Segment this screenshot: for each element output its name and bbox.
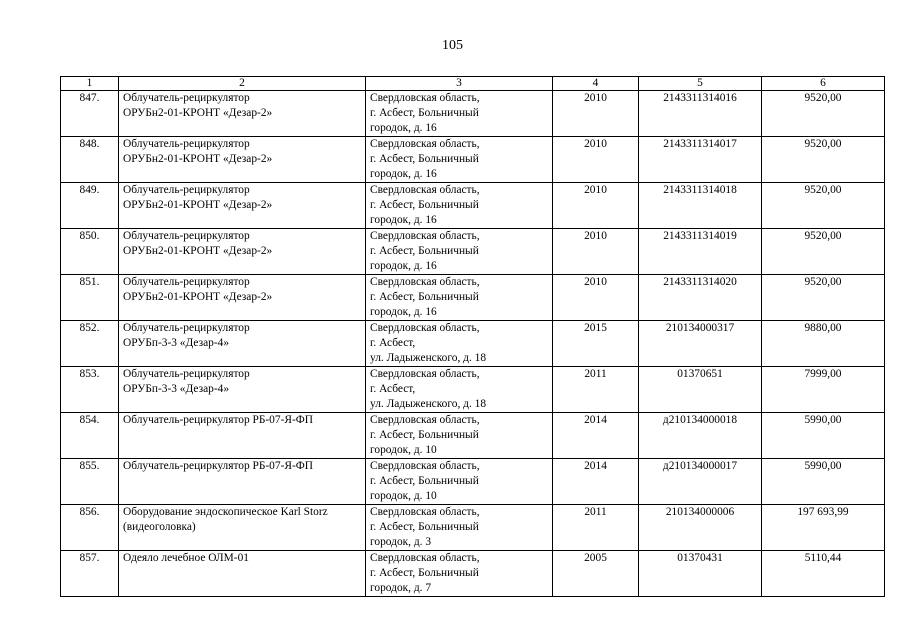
column-number: 1	[61, 77, 119, 91]
item-address: Свердловская область, г. Асбест, Больничный городок, д. 16	[366, 183, 553, 229]
table-row	[61, 275, 885, 321]
row-number: 855.	[61, 459, 119, 505]
item-year: 2010	[553, 183, 639, 229]
item-value: 9520,00	[762, 275, 885, 321]
row-number: 854.	[61, 413, 119, 459]
item-address: Свердловская область, г. Асбест, Больничный городок, д. 10	[366, 459, 553, 505]
column-number: 6	[762, 77, 885, 91]
item-year: 2010	[553, 275, 639, 321]
inventory-number: 210134000317	[639, 321, 762, 367]
item-name: Облучатель-рециркулятор ОРУБп-3-3 «Дезар-4»	[119, 321, 366, 367]
item-name: Облучатель-рециркулятор ОРУБп-3-3 «Дезар-4»	[119, 367, 366, 413]
item-name: Облучатель-рециркулятор ОРУБн2-01-КРОНТ «Дезар-2»	[119, 137, 366, 183]
item-address: Свердловская область, г. Асбест, Больничный городок, д. 16	[366, 229, 553, 275]
inventory-number: 01370431	[639, 551, 762, 597]
item-value: 197 693,99	[762, 505, 885, 551]
column-number-row	[61, 77, 885, 91]
item-name: Облучатель-рециркулятор ОРУБн2-01-КРОНТ «Дезар-2»	[119, 183, 366, 229]
table-row	[61, 367, 885, 413]
item-value: 9520,00	[762, 183, 885, 229]
table-row	[61, 137, 885, 183]
item-address: Свердловская область, г. Асбест, ул. Ладыженского, д. 18	[366, 367, 553, 413]
item-name: Облучатель-рециркулятор РБ-07-Я-ФП	[119, 413, 366, 459]
item-address: Свердловская область, г. Асбест, Больничный городок, д. 7	[366, 551, 553, 597]
item-address: Свердловская область, г. Асбест, Больничный городок, д. 16	[366, 91, 553, 137]
item-value: 9520,00	[762, 229, 885, 275]
row-number: 857.	[61, 551, 119, 597]
item-name: Облучатель-рециркулятор ОРУБн2-01-КРОНТ «Дезар-2»	[119, 275, 366, 321]
table-row	[61, 505, 885, 551]
table-row	[61, 229, 885, 275]
item-year: 2011	[553, 505, 639, 551]
item-name: Облучатель-рециркулятор ОРУБн2-01-КРОНТ «Дезар-2»	[119, 229, 366, 275]
row-number: 853.	[61, 367, 119, 413]
column-number: 4	[553, 77, 639, 91]
item-year: 2014	[553, 413, 639, 459]
item-name: Одеяло лечебное ОЛМ-01	[119, 551, 366, 597]
page-number: 105	[442, 38, 463, 53]
item-address: Свердловская область, г. Асбест, Больничный городок, д. 3	[366, 505, 553, 551]
table-row	[61, 459, 885, 505]
item-year: 2010	[553, 137, 639, 183]
table-row	[61, 183, 885, 229]
item-value: 9880,00	[762, 321, 885, 367]
row-number: 851.	[61, 275, 119, 321]
item-address: Свердловская область, г. Асбест, ул. Ладыженского, д. 18	[366, 321, 553, 367]
item-value: 9520,00	[762, 137, 885, 183]
inventory-number: д210134000018	[639, 413, 762, 459]
item-year: 2014	[553, 459, 639, 505]
item-year: 2010	[553, 229, 639, 275]
inventory-number: д210134000017	[639, 459, 762, 505]
item-value: 5110,44	[762, 551, 885, 597]
item-address: Свердловская область, г. Асбест, Больничный городок, д. 16	[366, 137, 553, 183]
inventory-number: 2143311314016	[639, 91, 762, 137]
row-number: 848.	[61, 137, 119, 183]
inventory-number: 01370651	[639, 367, 762, 413]
table-row	[61, 413, 885, 459]
column-number: 3	[366, 77, 553, 91]
item-year: 2015	[553, 321, 639, 367]
item-name: Оборудование эндоскопическое Karl Storz (видеоголовка)	[119, 505, 366, 551]
item-year: 2011	[553, 367, 639, 413]
item-value: 9520,00	[762, 91, 885, 137]
item-year: 2010	[553, 91, 639, 137]
item-value: 5990,00	[762, 413, 885, 459]
inventory-number: 2143311314020	[639, 275, 762, 321]
row-number: 852.	[61, 321, 119, 367]
row-number: 847.	[61, 91, 119, 137]
inventory-number: 210134000006	[639, 505, 762, 551]
item-year: 2005	[553, 551, 639, 597]
item-value: 7999,00	[762, 367, 885, 413]
inventory-number: 2143311314019	[639, 229, 762, 275]
inventory-number: 2143311314018	[639, 183, 762, 229]
column-number: 5	[639, 77, 762, 91]
item-address: Свердловская область, г. Асбест, Больничный городок, д. 16	[366, 275, 553, 321]
column-number: 2	[119, 77, 366, 91]
table-row	[61, 551, 885, 597]
property-table	[60, 76, 885, 597]
item-value: 5990,00	[762, 459, 885, 505]
item-name: Облучатель-рециркулятор РБ-07-Я-ФП	[119, 459, 366, 505]
item-name: Облучатель-рециркулятор ОРУБн2-01-КРОНТ «Дезар-2»	[119, 91, 366, 137]
item-address: Свердловская область, г. Асбест, Больничный городок, д. 10	[366, 413, 553, 459]
table-row	[61, 321, 885, 367]
table-row	[61, 91, 885, 137]
inventory-number: 2143311314017	[639, 137, 762, 183]
row-number: 849.	[61, 183, 119, 229]
row-number: 850.	[61, 229, 119, 275]
row-number: 856.	[61, 505, 119, 551]
